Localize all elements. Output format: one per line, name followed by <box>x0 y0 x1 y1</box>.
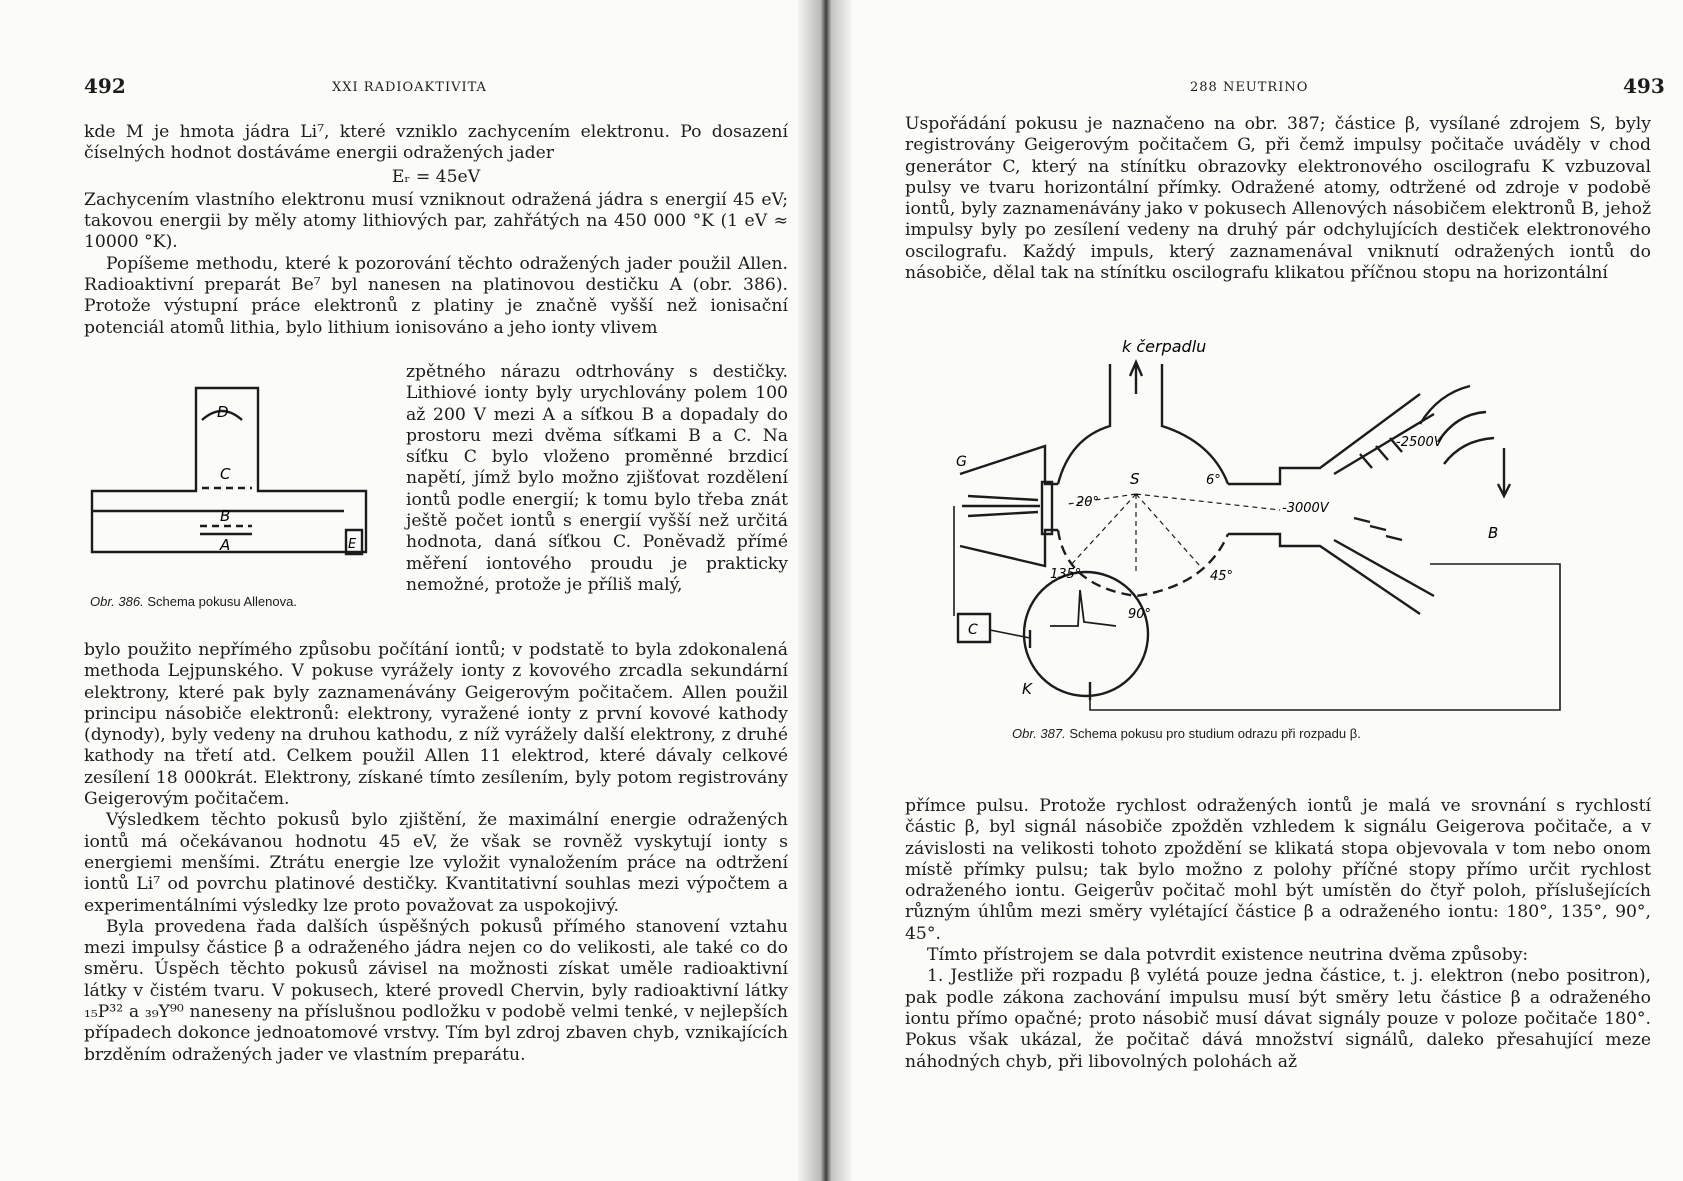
left-paragraph-1: kde M je hmota jádra Li⁷, které vzniklo zachycením elektronu. Po dosazení číselných hodnot dostáváme energii odražených jader <box>84 122 788 164</box>
figure-387-diagram <box>950 334 1570 724</box>
fig387-caption-text: Schema pokusu pro studium odrazu při rozpadu β. <box>1069 726 1361 741</box>
fig387-leads <box>1420 386 1494 464</box>
left-paragraph-4: Výsledkem těchto pokusů bylo zjištění, že maximální energie odražených iontů má očekávanou hodnotu 45 eV, že však se rovněž vyskytují ionty s energiemi menšími. Ztrátu energie lze vyložit vynaložením práce na odtržení iontů Li⁷ od povrchu platinové destičky. Kvantitativní souhlas mezi výpočtem a experimentálními výsledky lze proto považovat za uspokojivý. <box>84 810 788 916</box>
fig387-left-arm-top <box>960 446 1058 484</box>
fig387-angle-135: 135° <box>1050 567 1082 582</box>
fig387-left-arm-bottom <box>960 530 1058 566</box>
fig387-angle-45: 45° <box>1210 569 1234 584</box>
right-page <box>850 0 1683 1181</box>
fig387-voltage-3000: -3000V <box>1282 501 1329 516</box>
left-text-bottom <box>84 640 788 1066</box>
fig387-label-k: K <box>1022 680 1032 698</box>
fig387-dynodes-bottom <box>1354 518 1402 540</box>
fig387-voltage-2500: -2500V <box>1396 435 1443 450</box>
fig387-wire-g-c <box>954 506 1030 638</box>
fig387-label-c: C <box>968 622 978 638</box>
left-text-top <box>84 122 788 339</box>
fig386-label-a: A <box>220 536 231 554</box>
fig386-caption-text: Schema pokusu Allenova. <box>147 594 297 609</box>
fig387-angle-90: 90° <box>1128 607 1152 622</box>
right-page-number: 493 <box>1623 74 1665 98</box>
fig387-wire-b-k <box>1090 564 1560 710</box>
fig387-pump-label: k čerpadlu <box>1122 337 1207 356</box>
left-paragraph-5: Byla provedena řada dalších úspěšných pokusů přímého stanovení vztahu mezi impulsy částice β a odraženého jádra nejen co do velikosti, ale také co do směru. Úspěch těchto pokusů závisel na možnosti získat uměle radioaktivní látky v čistém tvaru. V pokusech, které provedl Chervin, byly radioaktivní látky ₁₅P³² a ₃₉Y⁹⁰ naneseny na příslušnou podložku v podobě velmi tenké, v nejlepších případech dokonce jednoatomové vrstvy. Tím byl zdroj zbaven chyb, vznikajících brzděním odražených jader ve vlastním preparátu. <box>84 916 788 1065</box>
fig387-angle-6: 6° <box>1206 473 1221 488</box>
fig387-tube-left <box>1058 364 1110 484</box>
right-running-head: 288 NEUTRINO <box>1190 80 1309 95</box>
fig387-oscilloscope <box>1024 572 1148 696</box>
left-paragraph-2: Zachycením vlastního elektronu musí vzniknout odražená jádra s energií 45 eV; takovou energii by měly atomy lithiových par, zahřátých na 450 000 °K (1 eV ≈ 10000 °K). <box>84 189 788 253</box>
right-paragraph-2: přímce pulsu. Protože rychlost odražených iontů je malá ve srovnání s rychlostí částic β, byl signál násobiče zpožděn vzhledem k signálu Geigerova počitače, a v závislosti na velikosti tohoto zpoždění se klikatá stopa objevovala v tom nebo onom místě přímky pulsu; tak bylo možno z polohy příčné stopy přímo určit rychlost odraženého iontu. Geigerův počitač mohl být umístěn do čtyř poloh, příslušejících různým úhlům mezi směry vylétající částice β a odraženého iontu: 180°, 135°, 90°, 45°. <box>905 796 1651 944</box>
left-page <box>0 0 800 1181</box>
left-page-number: 492 <box>84 74 126 98</box>
fig387-flask-bottom <box>1058 530 1228 596</box>
right-text-bottom <box>905 796 1651 1073</box>
fig387-caption-number: Obr. 387. <box>1012 726 1066 741</box>
fig387-arrow-down <box>1498 448 1510 496</box>
fig387-pump-arrow <box>1130 362 1142 394</box>
figure-387-caption <box>1012 726 1361 741</box>
right-paragraph-3: Tímto přístrojem se dala potvrdit existence neutrina dvěma způsoby: <box>927 945 1529 966</box>
fig387-angle-20: 20° <box>1076 495 1100 510</box>
fig386-label-e: E <box>348 537 357 552</box>
left-formula: Eᵣ = 45eV <box>391 166 481 187</box>
fig387-tube-right <box>1162 364 1228 484</box>
fig387-label-s: S <box>1130 470 1140 488</box>
right-paragraph-4: 1. Jestliže při rozpadu β vylétá pouze jedna částice, t. j. elektron (nebo positron), pak podle zákona zachování impulsu musí být směry letu částice β a odraženého iontu přímo opačné; proto násobič musí dávat signály pouze v poloze počitače 180°. Pokus však ukázal, že počitač dává množství signálů, daleko přesahující meze náhodných chyb, při libovolných polohách až <box>905 966 1651 1072</box>
left-side-column <box>406 362 788 596</box>
fig387-label-g: G <box>956 454 967 470</box>
fig387-right-arm-bottom <box>1228 534 1420 614</box>
fig386-label-b: B <box>220 507 231 525</box>
fig387-counter-g <box>962 496 1040 516</box>
fig387-label-b: B <box>1488 524 1499 542</box>
left-paragraph-3-side: zpětného nárazu odtrhovány s destičky. Lithiové ionty byly urychlovány polem 100 až 200 V mezi A a síťkou B a dopadaly do prostoru mezi dvěma síťkami B a C. Na síťku C bylo vloženo proměnné brzdicí napětí, jímž bylo možno zjišťovat rozdělení iontů podle energií; k tomu bylo třeba znát ještě počet iontů s energií vyšší než určitá hodnota, daná síťkou C. Poněvadž přímé měření iontového proudu je prakticky nemožné, protože je příliš malý, <box>406 362 788 595</box>
figure-386-diagram <box>84 384 384 584</box>
left-running-head: XXI RADIOAKTIVITA <box>332 80 487 95</box>
left-paragraph-3: Popíšeme methodu, které k pozorování těchto odražených jader použil Allen. Radioaktivní preparát Be⁷ byl nanesen na platinovou destičku A (obr. 386). Protože výstupní práce elektronů z platiny je značně vyšší než ionisační potenciál atomů lithia, bylo lithium ionisováno a jeho ionty vlivem <box>84 253 788 338</box>
book-gutter <box>798 0 852 1181</box>
figure-386-caption <box>90 594 304 609</box>
right-paragraph-1: Uspořádání pokusu je naznačeno na obr. 387; částice β, vysílané zdrojem S, byly registrovány Geigerovým počitačem G, při čemž impulsy počitače uváděly v chod generátor C, který na stínítku obrazovky elektronového oscilografu K vzbuzoval pulsy ve tvaru horizontální přímky. Odražené atomy, odtržené od zdroje v podobě iontů, byly zaznamenávány jako v pokusech Allenových násobičem elektronů B, jehož impulsy byly po zesílení vedeny na druhý pár odchylujících destiček elektronového oscilografu. Každý impuls, který zaznamenával vniknutí odražených iontů do násobiče, dělal tak na stínítku oscilografu klikatou příčnou stopu na horizontální <box>905 114 1651 284</box>
fig387-counter-g-window <box>1042 482 1052 534</box>
fig386-label-c: C <box>220 465 231 483</box>
fig387-oscilloscope-trace <box>1050 590 1116 626</box>
right-text-top <box>905 114 1651 284</box>
fig386-label-d: D <box>217 403 229 421</box>
fig386-caption-number: Obr. 386. <box>90 594 144 609</box>
left-paragraph-3-cont: bylo použito nepřímého způsobu počítání iontů; v podstatě to byla zdokonalená methoda Lejpunského. V pokuse vyrážely ionty z kovového zrcadla sekundární elektrony, které pak byly zaznamenávány Geigerovým počitačem. Allen použil principu násobiče elektronů: elektrony, vyražené ionty z první kovové kathody (dynody), byly vedeny na druhou kathodu, z níž vyrážely další elektrony, z druhé kathody na třetí atd. Celkem použil Allen 11 elektrod, které dávaly celkové zesílení 18 000krát. Elektrony, získané tímto zesílením, byly potom registrovány Geigerovým počitačem. <box>84 640 788 810</box>
